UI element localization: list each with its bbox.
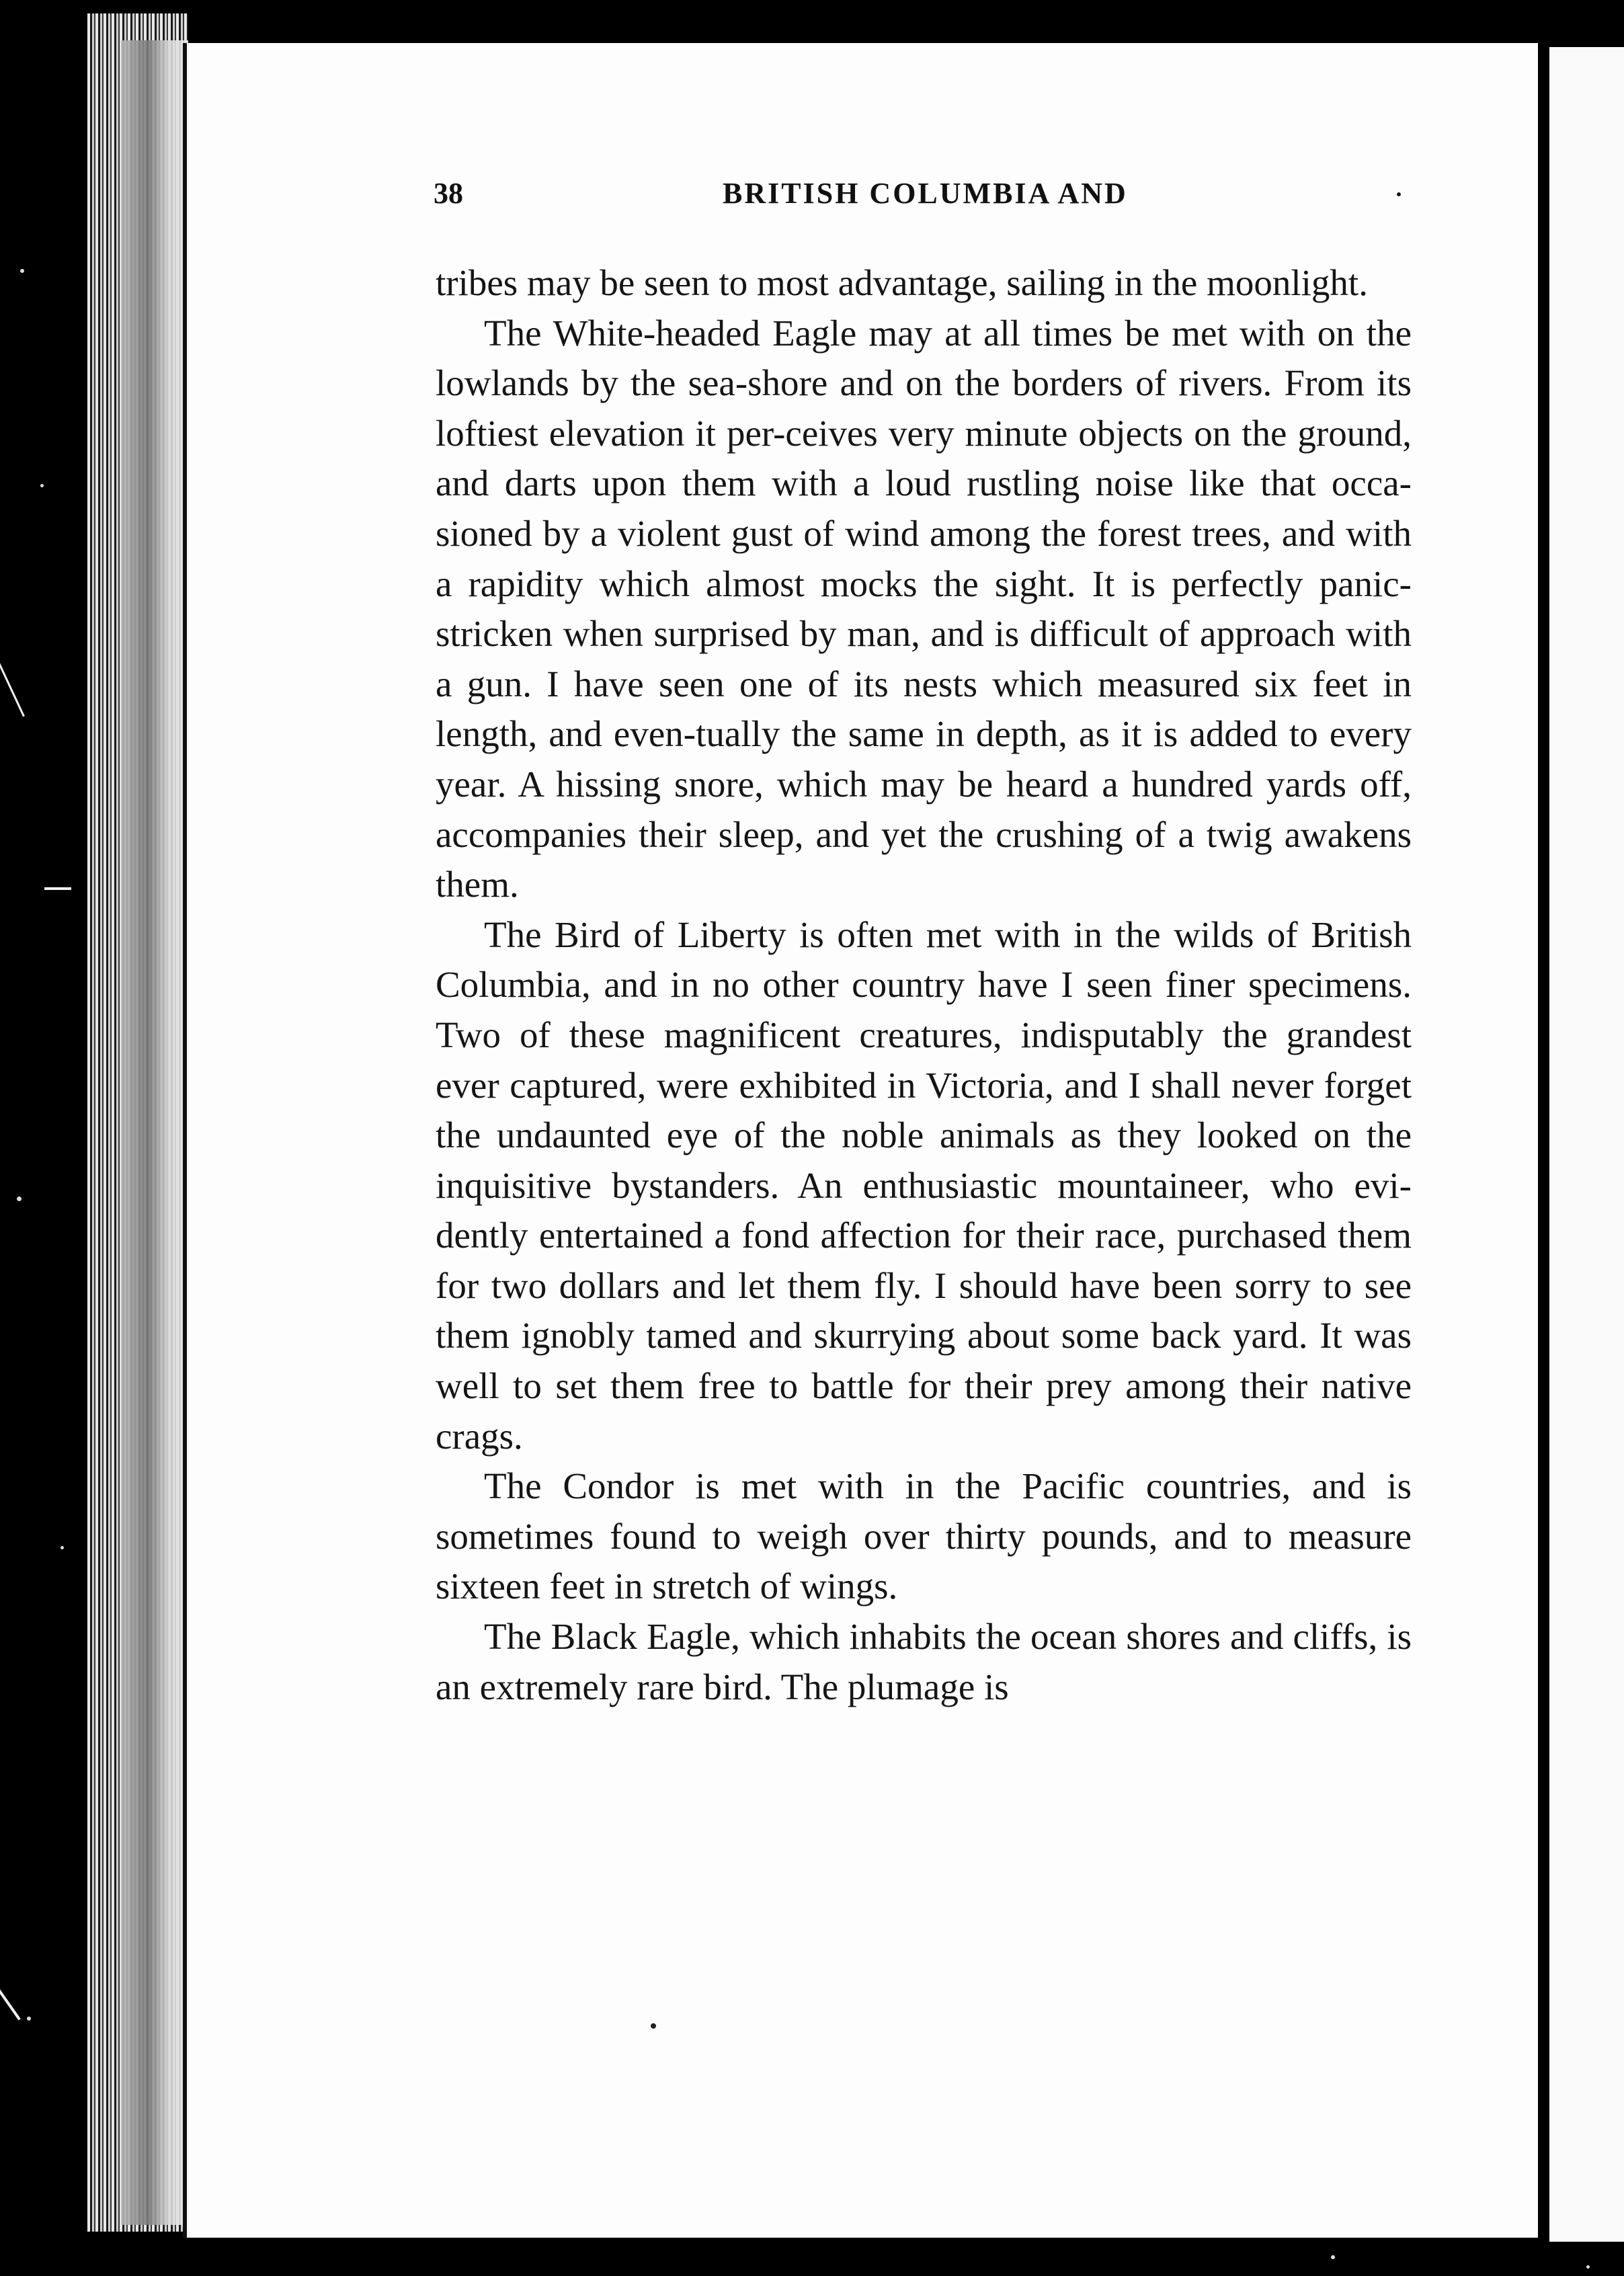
stray-ink-dot <box>651 2023 656 2029</box>
page-header <box>434 176 1415 223</box>
paragraph-bird-of-liberty: The Bird of Liberty is often met with in the wilds of British Columbia, and in no other country have I seen finer specimens. Two of these magnificent creatures, indisputably the grandest ever captured, were exhibited in Victoria, and I shall never forget the undaunted eye of the noble animals as they looked on the inquisitive bystanders. An enthusiastic mountaineer, who evi-dently entertained a fond affection for their race, purchased them for two dollars and let them fly. I should have been sorry to see them ignobly tamed and skurrying about some back yard. It was well to set them free to battle for their prey among their native crags. <box>436 913 1412 1457</box>
paragraph-white-headed-eagle: The White-headed Eagle may at all times be met with on the lowlands by the sea-shore and on the borders of rivers. From its loftiest elevation it per-ceives very minute objects on the ground, and darts upon them with a loud rustling noise like that occa-sioned by a violent gust of wind among the forest trees, and with a rapidity which almost mocks the sight. It is perfectly panic-stricken when surprised by man, and is difficult of approach with a gun. I have seen one of its nests which measured six feet in length, and even-tually the same in depth, as it is added to every year. A hissing snore, which may be heard a hundred yards off, accompanies their sleep, and yet the crushing of a twig awakens them. <box>436 312 1412 905</box>
scan-scratch <box>0 1986 21 2020</box>
scan-scratch <box>0 661 25 717</box>
scan-speck <box>17 1196 22 1201</box>
page-edge-shading <box>121 40 188 2225</box>
scan-scratch <box>44 887 71 890</box>
paragraph-condor: The Condor is met with in the Pacific countries, and is sometimes found to weigh over thirty pounds, and to measure sixteen feet in stretch of wings. <box>436 1465 1412 1607</box>
header-dot-mark: · <box>1395 181 1404 208</box>
running-head: BRITISH COLUMBIA AND <box>723 177 1128 210</box>
scan-speck <box>60 1546 64 1549</box>
page-number: 38 <box>434 177 463 210</box>
scan-speck <box>1331 2255 1335 2259</box>
paragraph-continuation: tribes may be seen to most advantage, sailing in the moonlight. <box>436 262 1368 303</box>
scan-speck <box>40 484 44 487</box>
scan-speck <box>27 2017 31 2021</box>
scan-speck <box>20 269 24 273</box>
facing-page-edge <box>1549 47 1624 2242</box>
paragraph-black-eagle: The Black Eagle, which inhabits the ocean shores and cliffs, is an extremely rare bird. The plumage is <box>436 1616 1412 1707</box>
scan-speck <box>1586 2265 1590 2269</box>
body-text <box>436 258 1412 1712</box>
